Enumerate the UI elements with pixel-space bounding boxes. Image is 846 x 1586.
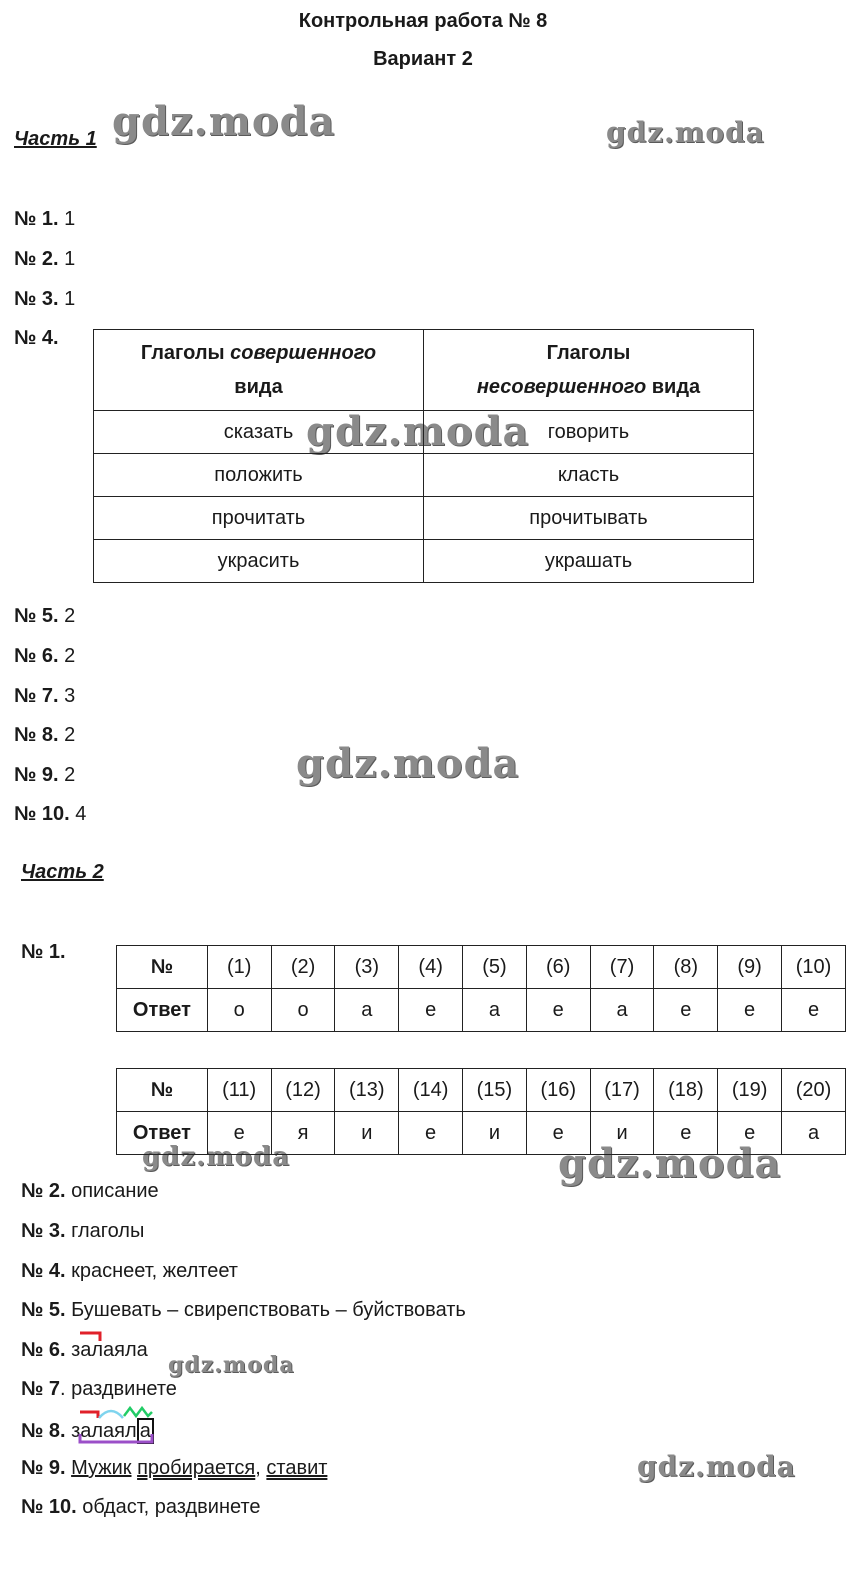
answer-item: № 4. краснеет, желтеет [21, 1260, 238, 1282]
answer-item: № 9. 2 [14, 764, 76, 786]
table-cell: (6) [526, 946, 590, 989]
table-cell: (2) [271, 946, 335, 989]
table-cell: е [654, 989, 718, 1032]
answer-item: № 6. 2 [14, 645, 76, 667]
table-cell: (8) [654, 946, 718, 989]
table-cell: а [335, 989, 399, 1032]
verb-aspect-table [93, 329, 754, 583]
predicate-word: ставит [266, 1457, 328, 1479]
row-label-answer: Ответ [117, 1112, 208, 1155]
answer-item: № 8. залаял а [21, 1418, 154, 1444]
table-cell: сказать [94, 411, 424, 454]
subject-word: Мужик [71, 1457, 132, 1479]
answer-item: № 7. раздвинете [21, 1378, 177, 1400]
table-cell: (17) [590, 1069, 654, 1112]
table-cell: я [271, 1112, 335, 1155]
answer-item: № 10. 4 [14, 803, 87, 825]
table-cell: (16) [526, 1069, 590, 1112]
row-label-number: № [117, 946, 208, 989]
watermark: gdz.moda [606, 116, 765, 149]
variant-title: Вариант 2 [373, 48, 473, 70]
answer-item: № 2. описание [21, 1180, 159, 1202]
table-cell: о [271, 989, 335, 1032]
table-cell: е [654, 1112, 718, 1155]
table-cell: класть [424, 454, 754, 497]
table-cell: (1) [207, 946, 271, 989]
column-header-perfective: Глаголы совершенного вида [94, 330, 424, 411]
table-cell: е [207, 1112, 271, 1155]
watermark: gdz.moda [306, 408, 530, 455]
table-cell: положить [94, 454, 424, 497]
table-cell: е [399, 1112, 463, 1155]
answer-item: № 6. залаяла [21, 1339, 148, 1361]
table-cell: (5) [463, 946, 527, 989]
answer-item: № 7. 3 [14, 685, 76, 707]
answer-item: № 3. глаголы [21, 1220, 145, 1242]
morpheme-marks [78, 1404, 160, 1446]
answer-item: № 1. [21, 941, 66, 963]
predicate-word: пробирается [137, 1457, 256, 1479]
table-cell: о [207, 989, 271, 1032]
table-cell: (14) [399, 1069, 463, 1112]
row-label-answer: Ответ [117, 989, 208, 1032]
table-cell: е [399, 989, 463, 1032]
watermark: gdz.moda [558, 1140, 782, 1187]
table-cell: и [463, 1112, 527, 1155]
prefix-mark [78, 1330, 104, 1344]
answer-item: № 4. [14, 327, 59, 349]
table-cell: прочитать [94, 497, 424, 540]
column-header-imperfective: Глаголы несовершенного вида [424, 330, 754, 411]
table-cell: (10) [782, 946, 846, 989]
table-cell: е [526, 989, 590, 1032]
table-cell: украсить [94, 540, 424, 583]
table-cell: е [718, 1112, 782, 1155]
letters-table-2 [116, 1068, 846, 1155]
table-cell: (4) [399, 946, 463, 989]
row-label-number: № [117, 1069, 208, 1112]
table-cell: е [718, 989, 782, 1032]
table-cell: (9) [718, 946, 782, 989]
answer-item: № 5. Бушевать – свирепствовать – буйствовать [21, 1299, 466, 1321]
answer-item: № 1. 1 [14, 208, 76, 230]
answer-item: № 10. обдаст, раздвинете [21, 1496, 261, 1518]
answer-item: № 9. Мужик пробирается, ставит [21, 1457, 328, 1479]
table-cell: украшать [424, 540, 754, 583]
watermark: gdz.moda [296, 740, 520, 787]
table-cell: прочитывать [424, 497, 754, 540]
table-cell: е [782, 989, 846, 1032]
answer-item: № 2. 1 [14, 248, 76, 270]
table-cell: (11) [207, 1069, 271, 1112]
table-cell: а [590, 989, 654, 1032]
table-cell: (19) [718, 1069, 782, 1112]
answer-item: № 8. 2 [14, 724, 76, 746]
table-cell: и [335, 1112, 399, 1155]
watermark: gdz.moda [112, 98, 336, 145]
table-cell: (20) [782, 1069, 846, 1112]
table-cell: а [463, 989, 527, 1032]
table-cell: (15) [463, 1069, 527, 1112]
answer-item: № 5. 2 [14, 605, 76, 627]
table-cell: (18) [654, 1069, 718, 1112]
answer-item: № 3. 1 [14, 288, 76, 310]
table-cell: (3) [335, 946, 399, 989]
watermark: gdz.moda [637, 1450, 796, 1483]
table-cell: а [782, 1112, 846, 1155]
table-cell: (13) [335, 1069, 399, 1112]
word-ending-box: а [137, 1418, 154, 1444]
letters-table-1 [116, 945, 846, 1032]
table-cell: (7) [590, 946, 654, 989]
part1-label: Часть 1 [14, 128, 97, 150]
page-title: Контрольная работа № 8 [298, 10, 548, 32]
watermark: gdz.moda [168, 1352, 295, 1378]
table-cell: говорить [424, 411, 754, 454]
table-cell: и [590, 1112, 654, 1155]
part2-label: Часть 2 [21, 861, 104, 883]
watermark: gdz.moda [142, 1142, 291, 1172]
table-cell: (12) [271, 1069, 335, 1112]
table-cell: е [526, 1112, 590, 1155]
